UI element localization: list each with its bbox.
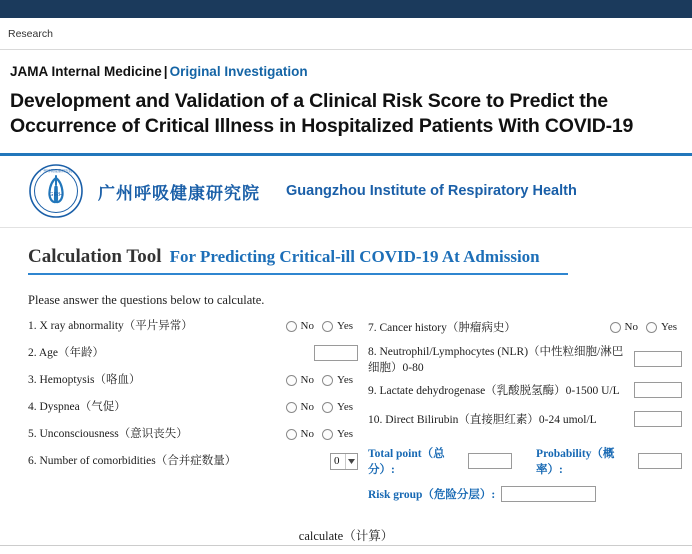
question-7-label-no: No	[624, 321, 638, 334]
girh-logo-icon	[28, 163, 84, 219]
article-header	[0, 50, 692, 139]
question-3-text: Hemoptysis（咯血）	[39, 374, 141, 387]
question-3-label-yes: Yes	[336, 374, 353, 387]
ldh-input[interactable]	[634, 382, 682, 398]
question-5-label-no: No	[300, 428, 314, 441]
institute-name-cn: 广州呼吸健康研究院	[98, 183, 260, 204]
question-7-radio-no[interactable]	[610, 322, 621, 333]
question-7-label-yes: Yes	[660, 321, 677, 334]
question-9-label	[368, 382, 634, 398]
question-4-radio-no[interactable]	[286, 402, 297, 413]
top-navigation-bar	[0, 0, 692, 18]
question-5-radio-group	[286, 428, 358, 440]
question-3-label-no: No	[300, 374, 314, 387]
question-row-9	[368, 377, 682, 404]
total-point-output[interactable]	[468, 453, 512, 469]
question-4-radio-yes[interactable]	[322, 402, 333, 413]
form-column-left	[28, 314, 358, 511]
calculation-tool-panel	[0, 153, 692, 546]
question-1-controls	[286, 320, 358, 332]
question-2-number: 2.	[28, 347, 37, 360]
breadcrumb	[0, 18, 692, 50]
page-title: Development and Validation of a Clinical Risk Score to Predict the Occurrence of Critical Illness in Hospitalized Patients With COVID-19	[10, 90, 634, 137]
question-9-text: Lactate dehydrogenase（乳酸脱氢酶）0-1500 U/L	[379, 385, 620, 398]
question-row-4	[28, 395, 358, 420]
question-row-10	[368, 406, 682, 433]
question-7-radio-group	[610, 321, 682, 333]
question-5-controls	[286, 428, 358, 440]
total-probability-row	[368, 445, 682, 477]
journal-name: JAMA Internal Medicine	[10, 64, 162, 79]
probability-output[interactable]	[638, 453, 682, 469]
calculation-tool-heading	[0, 228, 692, 281]
question-1-text: X ray abnormality（平片异常）	[39, 320, 193, 333]
question-3-radio-group	[286, 374, 358, 386]
question-4-label-yes: Yes	[336, 401, 353, 414]
risk-group-row	[368, 486, 682, 502]
question-3-radio-yes[interactable]	[322, 375, 333, 386]
question-1-label-yes: Yes	[336, 320, 353, 333]
svg-text:广州呼吸健康研究院: 广州呼吸健康研究院	[39, 169, 73, 174]
question-8-number: 8.	[368, 345, 377, 358]
question-row-5	[28, 422, 358, 447]
question-4-label-no: No	[300, 401, 314, 414]
total-point-label: Total point（总分）:	[368, 447, 445, 476]
article-type-link[interactable]: Original Investigation	[169, 64, 308, 79]
comorbidities-selected-value: 0	[334, 455, 340, 468]
form-column-right	[358, 314, 682, 511]
question-1-number: 1.	[28, 320, 37, 333]
question-10-number: 10.	[368, 414, 383, 427]
question-row-7	[368, 314, 682, 341]
question-9-number: 9.	[368, 385, 377, 398]
direct-bilirubin-input[interactable]	[634, 411, 682, 427]
question-1-radio-no[interactable]	[286, 321, 297, 332]
question-1-label	[28, 319, 286, 333]
question-6-number: 6.	[28, 455, 37, 468]
question-10-label	[368, 411, 634, 427]
risk-group-label: Risk group（危险分层）:	[368, 488, 496, 501]
question-8-text: Neutrophil/Lymphocytes (NLR)（中性粒细胞/淋巴细胞）0-80	[368, 345, 624, 374]
question-3-number: 3.	[28, 374, 37, 387]
question-6-controls	[330, 453, 358, 470]
question-row-1	[28, 314, 358, 339]
question-6-text: Number of comorbidities（合并症数量）	[39, 455, 237, 468]
question-4-label	[28, 400, 286, 414]
question-5-radio-yes[interactable]	[322, 429, 333, 440]
journal-separator: |	[163, 64, 168, 79]
institute-name-en: Guangzhou Institute of Respiratory Health	[286, 183, 577, 200]
question-10-text: Direct Bilirubin（直接胆红素）0-24 umol/L	[385, 414, 597, 427]
calc-subtitle: For Predicting Critical-ill COVID-19 At Admission	[169, 246, 540, 266]
question-row-6	[28, 449, 358, 474]
question-4-controls	[286, 401, 358, 413]
instructions-text: Please answer the questions below to calculate.	[28, 292, 265, 307]
question-7-number: 7.	[368, 322, 377, 335]
question-2-label	[28, 346, 314, 360]
question-6-label	[28, 454, 330, 468]
question-4-radio-group	[286, 401, 358, 413]
nlr-input[interactable]	[634, 351, 682, 367]
question-7-label	[368, 319, 610, 335]
calculator-form	[0, 314, 692, 511]
probability-label: Probability（概率）:	[536, 447, 615, 476]
question-5-text: Unconsciousness（意识丧失）	[39, 428, 188, 441]
question-5-number: 5.	[28, 428, 37, 441]
comorbidities-select[interactable]	[330, 453, 358, 470]
question-5-label	[28, 427, 286, 441]
question-7-text: Cancer history（肿瘤病史）	[379, 322, 516, 335]
risk-group-output[interactable]	[501, 486, 596, 502]
journal-line	[10, 64, 682, 79]
calculate-button-row	[0, 511, 692, 545]
question-1-radio-group	[286, 320, 358, 332]
question-1-radio-yes[interactable]	[322, 321, 333, 332]
question-row-2	[28, 341, 358, 366]
calculate-button[interactable]: calculate（计算）	[293, 525, 399, 545]
question-3-label	[28, 373, 286, 387]
question-8-label	[368, 343, 634, 375]
question-5-radio-no[interactable]	[286, 429, 297, 440]
question-1-label-no: No	[300, 320, 314, 333]
results-block	[368, 435, 682, 502]
chevron-down-icon	[345, 454, 357, 469]
question-5-label-yes: Yes	[336, 428, 353, 441]
breadcrumb-research[interactable]: Research	[8, 27, 53, 40]
question-4-number: 4.	[28, 401, 37, 414]
svg-text:GIRH: GIRH	[49, 192, 63, 199]
question-7-radio-yes[interactable]	[646, 322, 657, 333]
age-input[interactable]	[314, 345, 358, 361]
question-row-8	[368, 343, 682, 375]
question-2-controls	[314, 345, 358, 361]
question-3-radio-no[interactable]	[286, 375, 297, 386]
question-4-text: Dyspnea（气促）	[39, 401, 126, 414]
calc-title: Calculation Tool	[28, 245, 162, 267]
question-2-text: Age（年龄）	[38, 347, 105, 360]
question-3-controls	[286, 374, 358, 386]
institute-brand-row	[0, 156, 692, 228]
question-row-3	[28, 368, 358, 393]
